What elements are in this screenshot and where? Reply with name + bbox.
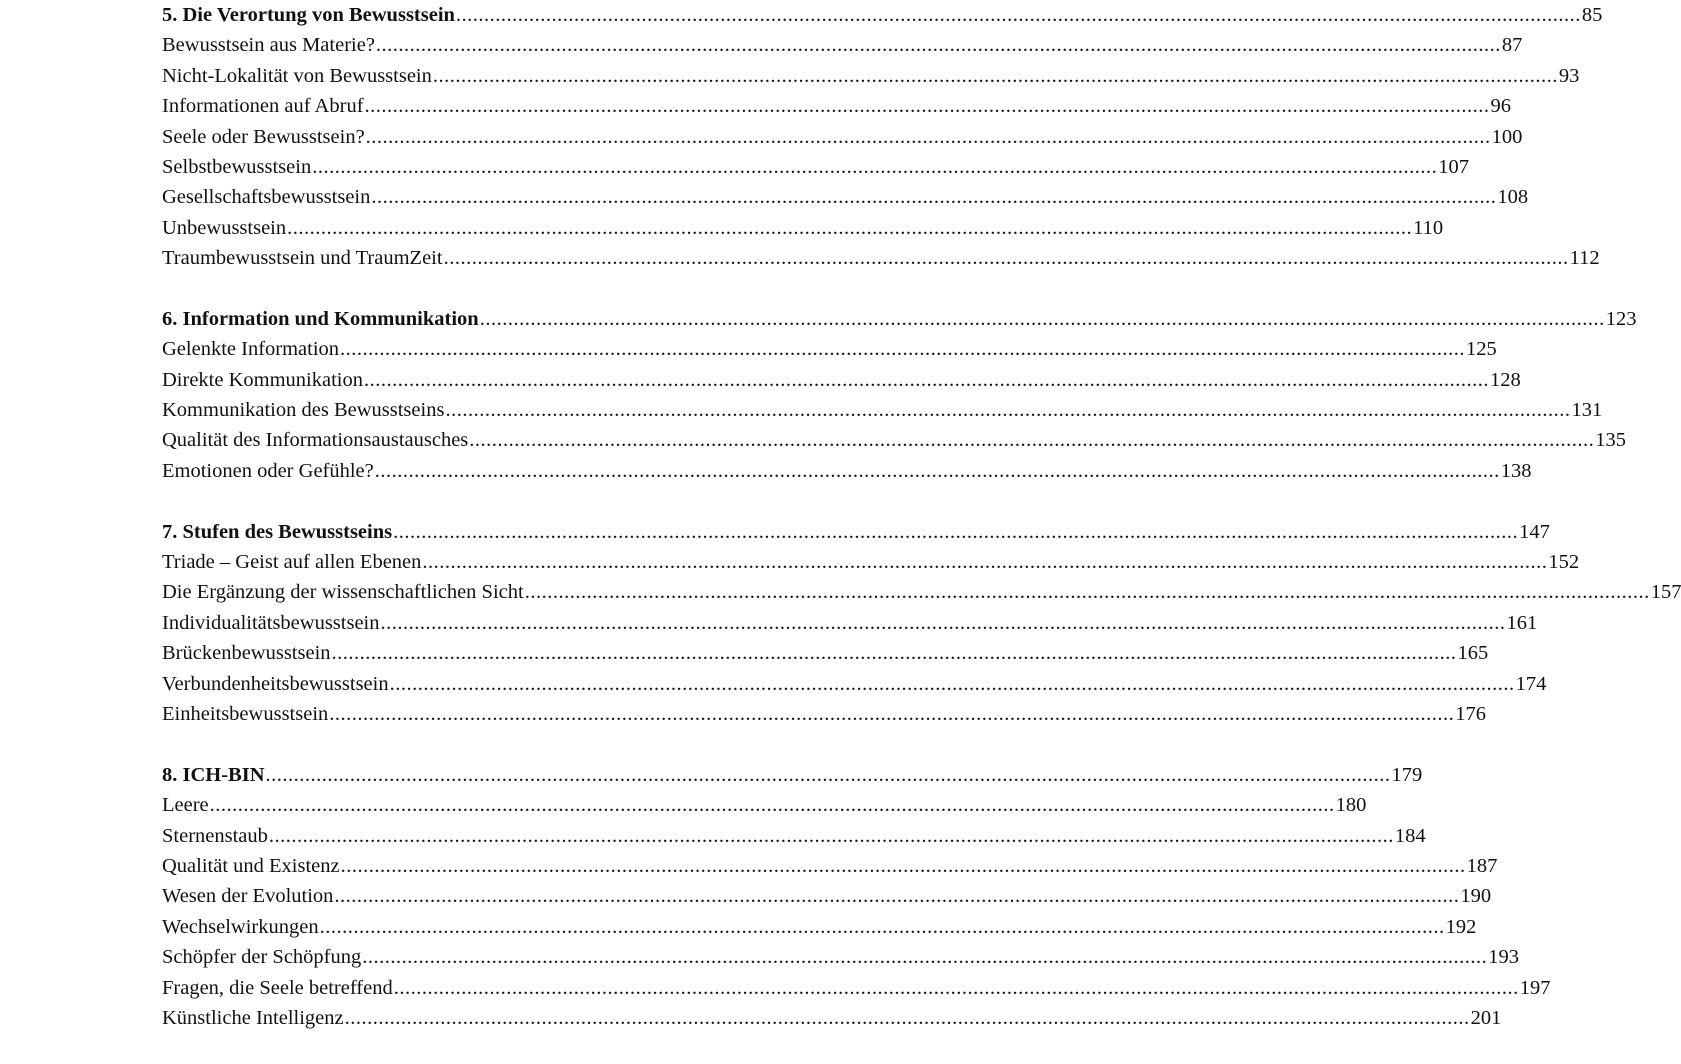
toc-page-number: 107: [1438, 155, 1469, 178]
toc-entry[interactable]: [162, 456, 1532, 486]
toc-entry[interactable]: [162, 638, 1489, 668]
toc-entry-title: Informationen auf Abruf: [162, 95, 364, 118]
toc-page-number: 192: [1445, 915, 1477, 938]
toc-dot-leader: ........................................................................................................................................................................................................: [265, 763, 1391, 786]
toc-entry[interactable]: [162, 942, 1520, 972]
toc-entry-title: Traumbewusstsein und TraumZeit: [162, 247, 443, 270]
toc-dot-leader: ........................................................................................................................................................................................................: [363, 368, 1489, 391]
toc-page-number: 197: [1519, 976, 1551, 999]
toc-page-number: 193: [1488, 946, 1520, 969]
toc-entry-title: Emotionen oder Gefühle?: [162, 459, 374, 482]
toc-dot-leader: ........................................................................................................................................................................................................: [319, 915, 1445, 938]
toc-entry[interactable]: [162, 365, 1521, 395]
toc-page-number: 135: [1595, 429, 1627, 452]
toc-dot-leader: ........................................................................................................................................................................................................: [375, 34, 1501, 57]
toc-page-number: 108: [1497, 186, 1529, 209]
toc-entry-title: Qualität und Existenz: [162, 854, 340, 877]
toc-entry-title: Gesellschaftsbewusstsein: [162, 186, 371, 209]
toc-entry-title: Nicht-Lokalität von Bewusstsein: [162, 64, 432, 87]
toc-page-number: 85: [1581, 4, 1603, 26]
toc-entry[interactable]: [162, 790, 1367, 820]
toc-dot-leader: ........................................................................................................................................................................................................: [362, 946, 1488, 969]
toc-entry[interactable]: [162, 973, 1551, 1003]
toc-entry-title: Einheitsbewusstsein: [162, 702, 329, 725]
toc-section-6: [162, 304, 1637, 486]
toc-entry[interactable]: [162, 30, 1523, 60]
toc-dot-leader: ........................................................................................................................................................................................................: [455, 4, 1581, 26]
toc-dot-leader: ........................................................................................................................................................................................................: [469, 429, 1595, 452]
toc-page-number: 96: [1490, 95, 1512, 118]
toc-dot-leader: ........................................................................................................................................................................................................: [524, 581, 1650, 604]
toc-entry[interactable]: [162, 851, 1498, 881]
toc-dot-leader: ........................................................................................................................................................................................................: [422, 551, 1548, 574]
toc-chapter-title: 6. Information und Kommunikation: [162, 307, 479, 330]
toc-section-8: [162, 760, 1551, 1034]
toc-dot-leader: ........................................................................................................................................................................................................: [374, 459, 1500, 482]
toc-entry-title: Leere: [162, 794, 209, 817]
toc-entry[interactable]: [162, 182, 1529, 212]
toc-dot-leader: ........................................................................................................................................................................................................: [364, 95, 1490, 118]
toc-entry[interactable]: [162, 243, 1600, 273]
toc-entry-title: Triade – Geist auf allen Ebenen: [162, 551, 422, 574]
toc-dot-leader: ........................................................................................................................................................................................................: [287, 216, 1413, 239]
toc-entry[interactable]: [162, 577, 1681, 607]
toc-page-number: 125: [1466, 338, 1497, 361]
toc-section-7: [162, 517, 1681, 730]
toc-entry[interactable]: [162, 608, 1538, 638]
toc-dot-leader: ........................................................................................................................................................................................................: [443, 247, 1569, 270]
toc-dot-leader: ........................................................................................................................................................................................................: [365, 125, 1491, 148]
toc-chapter-title: 5. Die Verortung von Bewusstsein: [162, 4, 455, 26]
toc-dot-leader: ........................................................................................................................................................................................................: [340, 854, 1466, 877]
toc-chapter-heading[interactable]: [162, 760, 1423, 790]
toc-entry-title: Seele oder Bewusstsein?: [162, 125, 365, 148]
toc-entry-title: Bewusstsein aus Materie?: [162, 34, 375, 57]
toc-entry[interactable]: [162, 213, 1444, 243]
toc-entry-title: Qualität des Informationsaustausches: [162, 429, 469, 452]
toc-dot-leader: ........................................................................................................................................................................................................: [389, 672, 1515, 695]
toc-page-number: 190: [1460, 885, 1492, 908]
toc-entry[interactable]: [162, 425, 1627, 455]
toc-page-number: 187: [1466, 854, 1498, 877]
toc-page-number: 138: [1500, 459, 1532, 482]
toc-entry[interactable]: [162, 1003, 1502, 1033]
toc-chapter-heading[interactable]: [162, 0, 1603, 30]
toc-page-number: 184: [1394, 824, 1426, 847]
toc-dot-leader: ........................................................................................................................................................................................................: [268, 824, 1394, 847]
toc-entry[interactable]: [162, 821, 1426, 851]
toc-entry-title: Sternenstaub: [162, 824, 268, 847]
toc-dot-leader: ........................................................................................................................................................................................................: [340, 338, 1466, 361]
toc-page-number: 180: [1335, 794, 1367, 817]
toc-entry[interactable]: [162, 152, 1469, 182]
toc-page-number: 157: [1650, 581, 1681, 604]
toc-entry-title: Die Ergänzung der wissenschaftlichen Sicht: [162, 581, 524, 604]
toc-entry[interactable]: [162, 547, 1580, 577]
toc-page-number: 100: [1491, 125, 1523, 148]
toc-chapter-title: 7. Stufen des Bewusstseins: [162, 520, 393, 543]
toc-page-number: 128: [1489, 368, 1521, 391]
toc-page-number: 87: [1501, 34, 1523, 57]
toc-page-number: 176: [1455, 702, 1487, 725]
toc-dot-leader: ........................................................................................................................................................................................................: [334, 885, 1460, 908]
toc-section-5: [162, 0, 1603, 274]
toc-page-number: 147: [1519, 520, 1550, 543]
toc-entry-title: Kommunikation des Bewusstseins: [162, 399, 445, 422]
toc-entry[interactable]: [162, 881, 1492, 911]
toc-page-number: 110: [1413, 216, 1444, 239]
toc-entry[interactable]: [162, 912, 1477, 942]
toc-entry[interactable]: [162, 395, 1603, 425]
toc-dot-leader: ........................................................................................................................................................................................................: [209, 794, 1335, 817]
toc-entry[interactable]: [162, 122, 1523, 152]
toc-entry[interactable]: [162, 91, 1512, 121]
toc-page-number: 123: [1605, 307, 1637, 330]
toc-page-number: 131: [1571, 399, 1603, 422]
toc-dot-leader: ........................................................................................................................................................................................................: [331, 642, 1457, 665]
toc-chapter-title: 8. ICH-BIN: [162, 763, 265, 786]
toc-dot-leader: ........................................................................................................................................................................................................: [344, 1006, 1470, 1029]
toc-chapter-heading[interactable]: [162, 517, 1550, 547]
toc-page-number: 112: [1569, 247, 1600, 270]
toc-page-number: 93: [1558, 64, 1580, 87]
toc-entry-title: Selbstbewusstsein: [162, 155, 312, 178]
toc-page-number: 201: [1470, 1006, 1502, 1029]
toc-page-number: 152: [1548, 551, 1580, 574]
toc-entry[interactable]: [162, 669, 1547, 699]
toc-dot-leader: ........................................................................................................................................................................................................: [312, 155, 1438, 178]
toc-dot-leader: ........................................................................................................................................................................................................: [445, 399, 1571, 422]
toc-entry-title: Fragen, die Seele betreffend: [162, 976, 393, 999]
toc-entry-title: Wechselwirkungen: [162, 915, 319, 938]
toc-entry-title: Individualitätsbewusstsein: [162, 611, 380, 634]
toc-dot-leader: ........................................................................................................................................................................................................: [380, 611, 1506, 634]
toc-dot-leader: ........................................................................................................................................................................................................: [479, 307, 1605, 330]
toc-entry-title: Gelenkte Information: [162, 338, 340, 361]
toc-dot-leader: ........................................................................................................................................................................................................: [393, 520, 1519, 543]
toc-dot-leader: ........................................................................................................................................................................................................: [393, 976, 1519, 999]
toc-entry-title: Künstliche Intelligenz: [162, 1006, 344, 1029]
toc-dot-leader: ........................................................................................................................................................................................................: [371, 186, 1497, 209]
toc-entry-title: Verbundenheitsbewusstsein: [162, 672, 389, 695]
table-of-contents: [162, 0, 1681, 1064]
toc-page-number: 161: [1506, 611, 1538, 634]
toc-entry-title: Direkte Kommunikation: [162, 368, 363, 391]
toc-entry-title: Wesen der Evolution: [162, 885, 334, 908]
toc-page-number: 165: [1457, 642, 1489, 665]
toc-entry-title: Unbewusstsein: [162, 216, 287, 239]
toc-entry[interactable]: [162, 334, 1497, 364]
toc-page-number: 174: [1515, 672, 1547, 695]
toc-dot-leader: ........................................................................................................................................................................................................: [432, 64, 1558, 87]
toc-page-number: 179: [1391, 763, 1423, 786]
toc-entry-title: Brückenbewusstsein: [162, 642, 331, 665]
toc-entry[interactable]: [162, 61, 1580, 91]
toc-entry-title: Schöpfer der Schöpfung: [162, 946, 362, 969]
toc-entry[interactable]: [162, 699, 1487, 729]
toc-chapter-heading[interactable]: [162, 304, 1637, 334]
toc-dot-leader: ........................................................................................................................................................................................................: [329, 702, 1455, 725]
